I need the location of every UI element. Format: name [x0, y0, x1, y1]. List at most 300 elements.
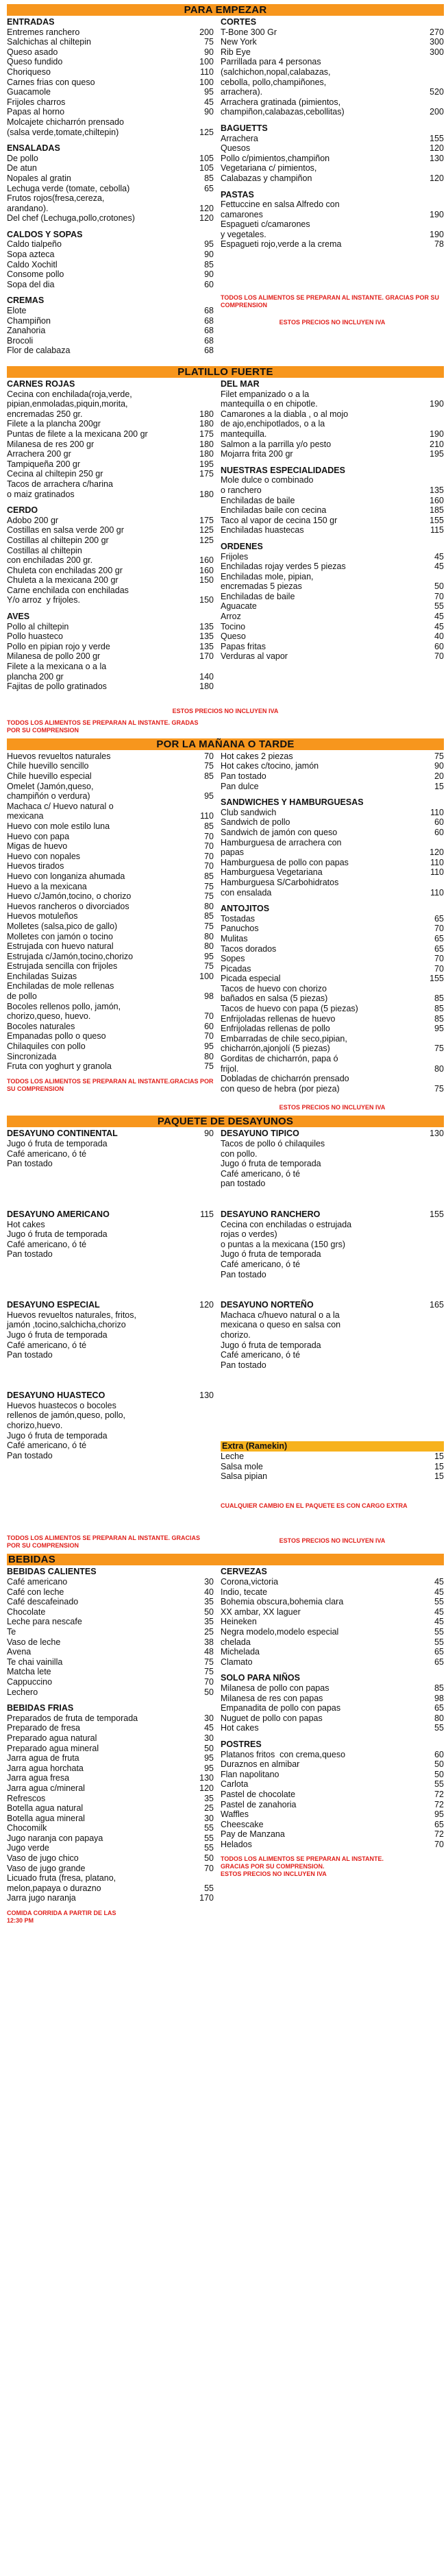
menu-item	[7, 239, 214, 250]
menu-item	[7, 566, 214, 576]
package-name: DESAYUNO TIPICO	[221, 1129, 299, 1139]
menu-item-price: 50	[204, 1743, 214, 1753]
menu-item-name: Chocomilk	[7, 1823, 47, 1833]
package-name: DESAYUNO HUASTECO	[7, 1391, 105, 1401]
menu-item	[7, 761, 214, 771]
menu-item	[7, 882, 214, 892]
menu-item-price: 98	[204, 991, 214, 1002]
menu-item	[7, 1677, 214, 1687]
manana-tarde-left-groups	[7, 751, 214, 1072]
menu-item-name: Flan napolitano	[221, 1769, 279, 1779]
menu-item-price: 155	[430, 974, 444, 984]
menu-item	[7, 449, 214, 459]
menu-item-price: 95	[204, 1763, 214, 1773]
package-item: jamón ,tocino,salchicha,chorizo	[7, 1320, 126, 1330]
menu-item	[221, 1800, 444, 1810]
menu-item-price: 135	[199, 641, 214, 651]
menu-item-name: Salchichas al chiltepin	[7, 37, 91, 47]
menu-item-price: 70	[434, 591, 444, 601]
package-row	[7, 1391, 444, 1550]
menu-item	[221, 1014, 444, 1024]
package-price: 165	[430, 1300, 444, 1310]
menu-item-name: Puntas de filete a la mexicana 200 gr	[7, 429, 148, 439]
bebidas-left-column	[7, 1567, 214, 1925]
package-desayuno-huasteco	[7, 1391, 214, 1460]
menu-item-price: 520	[430, 87, 444, 97]
menu-item-name: Huevos tirados	[7, 861, 64, 871]
menu-item-price: 25	[204, 1627, 214, 1637]
menu-item-name: Bocoles naturales	[7, 1021, 75, 1031]
menu-item-price: 72	[434, 1829, 444, 1840]
menu-item	[7, 952, 214, 962]
menu-item-name: Jarra jugo naranja	[7, 1893, 76, 1903]
menu-item	[221, 1637, 444, 1648]
menu-item-name: Sopes	[221, 954, 245, 964]
menu-item-price: 80	[204, 901, 214, 911]
menu-item	[221, 1004, 444, 1014]
menu-item-price: 110	[430, 867, 444, 878]
menu-item-price: 65	[204, 183, 214, 193]
menu-item-price: 150	[199, 595, 214, 605]
notice-preparation: TODOS LOS ALIMENTOS SE PREPARAN AL INSTANTE.GRACIAS POR SU COMPRENSION	[7, 1077, 214, 1092]
menu-item	[221, 154, 444, 164]
manana-tarde-right-groups	[221, 751, 444, 1094]
menu-item	[221, 1657, 444, 1668]
menu-item-price: 175	[199, 429, 214, 439]
menu-group	[221, 751, 444, 791]
menu-item-name: Milanesa de res con papas	[221, 1693, 323, 1703]
group-heading: CERDO	[7, 505, 38, 516]
bebidas-section	[7, 1567, 444, 1925]
menu-item-name: Licuado fruta (fresa, platano, melon,papaya o durazno	[7, 1873, 116, 1893]
menu-item-price: 160	[430, 495, 444, 505]
menu-item	[221, 562, 444, 572]
menu-item-price: 70	[204, 1863, 214, 1873]
menu-item	[7, 1893, 214, 1903]
menu-item-name: Molletes con jamón o tocino	[7, 931, 113, 941]
package-left-column	[7, 1391, 214, 1550]
menu-item-name: Vegetariana c/ pimientos, Calabazas y champiñon	[221, 163, 317, 183]
menu-item	[7, 852, 214, 862]
menu-item-price: 80	[434, 1063, 444, 1074]
menu-item	[7, 1814, 214, 1824]
menu-item-price: 120	[430, 143, 444, 154]
section-banner-manana-tarde: POR LA MAÑANA O TARDE	[7, 738, 444, 750]
menu-item-price: 65	[434, 1657, 444, 1667]
menu-item-name: Espagueti c/camarones y vegetales.	[221, 219, 310, 239]
menu-item	[7, 1617, 214, 1627]
menu-item-price: 68	[204, 326, 214, 336]
menu-item-price: 135	[430, 485, 444, 495]
menu-item	[7, 250, 214, 260]
menu-item	[7, 1627, 214, 1637]
menu-item	[221, 1683, 444, 1694]
menu-item-name: Elote	[7, 306, 27, 316]
menu-item-price: 45	[204, 1723, 214, 1733]
menu-item	[7, 326, 214, 336]
menu-item-price: 190	[430, 399, 444, 409]
menu-item-name: Empanadas pollo o queso	[7, 1031, 106, 1042]
group-heading: SANDWICHES Y HAMBURGUESAS	[221, 797, 364, 808]
menu-item-name: Fajitas de pollo gratinados	[7, 682, 107, 692]
menu-item-name: Carne enchilada con enchiladas Y/o arroz y frijoles.	[7, 585, 129, 605]
menu-item-name: Frijoles	[221, 551, 249, 562]
menu-item-price: 90	[204, 47, 214, 57]
menu-item	[221, 1779, 444, 1790]
menu-item-name: Huevos rancheros o divorciados	[7, 901, 129, 911]
menu-item-price: 55	[204, 1823, 214, 1833]
menu-item-name: Te chai vainilla	[7, 1657, 63, 1667]
menu-item-price: 120	[199, 1783, 214, 1793]
menu-item	[7, 1783, 214, 1794]
menu-group-bebidas-frias	[7, 1703, 214, 1903]
group-heading: SOLO PARA NIÑOS	[221, 1673, 300, 1683]
extra-item-name: Leche	[221, 1452, 245, 1462]
menu-item-name: Cecina al chiltepin 250 gr	[7, 469, 103, 479]
menu-item-name: Milanesa de pollo con papas	[221, 1683, 329, 1693]
menu-item-name: Guacamole	[7, 87, 51, 97]
menu-item-price: 68	[204, 335, 214, 346]
group-heading: CORTES	[221, 17, 257, 27]
menu-item	[7, 346, 214, 356]
menu-item-price: 50	[434, 1759, 444, 1770]
menu-item-price: 135	[199, 621, 214, 631]
package-left-column	[7, 1209, 214, 1260]
menu-item-price: 270	[430, 27, 444, 37]
menu-item-name: Flor de calabaza	[7, 346, 71, 356]
menu-item-price: 105	[199, 153, 214, 163]
menu-item	[221, 516, 444, 526]
package-item: Café americano, ó té	[7, 1340, 87, 1350]
menu-item-price: 70	[204, 831, 214, 841]
package-row	[7, 1300, 444, 1370]
menu-item-price: 30	[204, 1577, 214, 1587]
menu-item-name: Estrujada c/Jamón,tocino,chorizo	[7, 951, 134, 961]
menu-item-price: 105	[199, 163, 214, 173]
menu-item-price: 35	[204, 1617, 214, 1627]
menu-item-name: Huevo con mole estilo luna	[7, 821, 110, 831]
menu-item	[221, 1770, 444, 1780]
menu-item-name: Tacos de huevo con chorizo bañados en salsa (5 piezas)	[221, 983, 328, 1004]
menu-item-name: Mulitas	[221, 933, 248, 943]
package-right-column	[221, 1129, 444, 1189]
menu-item-name: Hamburguesa Vegetariana	[221, 867, 323, 878]
para-empezar-left-column	[7, 17, 214, 362]
menu-item-name: Hamburguesa S/Carbohidratos con ensalada	[221, 877, 339, 898]
menu-item	[7, 525, 214, 535]
manana-tarde-right-column	[221, 751, 444, 1112]
menu-group-bebidas-calientes	[7, 1567, 214, 1697]
menu-item	[221, 1750, 444, 1760]
extra-ramekin-header: Extra (Ramekin)	[221, 1441, 444, 1452]
menu-item-price: 72	[434, 1799, 444, 1809]
package-price: 130	[430, 1129, 444, 1139]
menu-item	[7, 782, 214, 802]
menu-item	[221, 1713, 444, 1724]
package-name: DESAYUNO RANCHERO	[221, 1209, 321, 1219]
menu-item-name: Papas fritas	[221, 641, 266, 651]
menu-item-price: 85	[204, 871, 214, 881]
menu-item-price: 100	[199, 57, 214, 67]
package-header	[7, 1391, 214, 1401]
menu-item	[7, 642, 214, 652]
menu-item-price: 68	[204, 346, 214, 356]
menu-item	[221, 934, 444, 944]
menu-item-price: 195	[430, 449, 444, 459]
menu-item-price: 170	[199, 651, 214, 662]
menu-item-price: 110	[200, 67, 214, 77]
menu-item-name: Arrachera	[221, 133, 258, 143]
menu-item	[7, 57, 214, 67]
menu-item-name: Mojarra frita 200 gr	[221, 449, 293, 459]
menu-item	[7, 213, 214, 224]
menu-item-price: 160	[199, 555, 214, 566]
package-item: Pan tostado	[7, 1249, 53, 1260]
package-right-column	[221, 1391, 444, 1545]
notice-preparation: TODOS LOS ALIMENTOS SE PREPARAN AL INSTANTE.	[221, 1855, 384, 1863]
menu-item-name: Hamburguesa de pollo con papas	[221, 857, 349, 867]
package-item: Cecina con enchiladas o estrujada	[221, 1219, 352, 1229]
package-item: rojas o verdes)	[221, 1229, 277, 1240]
menu-item	[221, 1829, 444, 1840]
menu-item-name: Huevo con papa	[7, 831, 70, 841]
menu-item-price: 95	[204, 87, 214, 97]
menu-item-price: 70	[204, 851, 214, 861]
package-item: Jugo ó fruta de temporada	[7, 1139, 108, 1148]
menu-item-price: 65	[434, 1647, 444, 1657]
menu-item-name: Sopa azteca	[7, 250, 55, 260]
menu-item	[7, 1733, 214, 1744]
menu-item	[221, 817, 444, 828]
menu-item	[221, 1694, 444, 1704]
platillo-fuerte-left-column	[7, 379, 214, 698]
menu-item-price: 60	[434, 827, 444, 837]
menu-item-name: Duraznos en almibar	[221, 1759, 300, 1770]
menu-item	[221, 496, 444, 506]
menu-item-name: Queso fundido	[7, 57, 63, 67]
menu-item	[7, 1597, 214, 1607]
menu-item-name: Dobladas de chicharrón prensado con queso de hebra (por pieza)	[221, 1074, 349, 1094]
package-left-column	[7, 1129, 214, 1168]
menu-item-name: Enfrijoladas rellenas de huevo	[221, 1013, 336, 1024]
menu-item-price: 40	[434, 631, 444, 642]
group-heading: BEBIDAS FRIAS	[7, 1703, 74, 1713]
menu-item-price: 85	[204, 911, 214, 922]
menu-item-price: 68	[204, 306, 214, 316]
menu-item	[221, 838, 444, 858]
menu-item	[7, 87, 214, 97]
menu-item	[221, 808, 444, 818]
menu-item-price: 120	[430, 847, 444, 858]
menu-item-price: 110	[430, 857, 444, 867]
package-price: 115	[200, 1209, 214, 1219]
menu-item	[221, 1597, 444, 1607]
menu-item	[7, 1577, 214, 1587]
menu-item-price: 120	[199, 203, 214, 213]
menu-item	[7, 662, 214, 682]
menu-item-name: Enchiladas de baile	[221, 495, 295, 505]
menu-item	[221, 1024, 444, 1034]
menu-item	[221, 612, 444, 622]
menu-item-price: 65	[434, 1703, 444, 1713]
menu-item-name: Indio, tecate	[221, 1587, 268, 1597]
menu-item-price: 45	[434, 551, 444, 562]
menu-item-name: Milanesa de pollo 200 gr	[7, 651, 101, 662]
package-header	[221, 1300, 444, 1310]
platillo-fuerte-section	[7, 379, 444, 698]
menu-item-name: Migas de huevo	[7, 841, 68, 852]
platillo-fuerte-right-column	[221, 379, 444, 668]
menu-item	[7, 1657, 214, 1668]
menu-item-name: Filete a la mexicana o a la plancha 200 gr	[7, 662, 107, 682]
menu-item	[221, 1034, 444, 1054]
menu-item-name: Enchiladas de mole rellenas de pollo	[7, 981, 114, 1002]
menu-group-ensaladas	[7, 143, 214, 224]
menu-item-price: 15	[434, 781, 444, 791]
menu-group-baguetts	[221, 123, 444, 184]
extra-item	[221, 1471, 444, 1482]
menu-item-name: Parrillada para 4 personas (salchichon,nopal,calabazas, cebolla, pollo,champiñones, arrachera).	[221, 57, 331, 97]
menu-item-price: 90	[204, 269, 214, 280]
menu-item	[7, 1744, 214, 1754]
menu-item-name: Tacos dorados	[221, 943, 277, 954]
menu-item	[221, 1577, 444, 1587]
menu-item-price: 70	[204, 861, 214, 871]
breakfast-packages	[7, 1129, 444, 1550]
menu-item-price: 50	[204, 1853, 214, 1864]
menu-item-name: Vaso de leche	[7, 1637, 61, 1647]
menu-item-name: Arrachera 200 gr	[7, 449, 71, 459]
menu-item-price: 70	[204, 841, 214, 852]
menu-item-price: 170	[199, 1893, 214, 1903]
menu-item-price: 95	[204, 1042, 214, 1052]
menu-item	[7, 193, 214, 213]
menu-item	[7, 891, 214, 902]
menu-item	[7, 651, 214, 662]
menu-item-name: Huevos motuleños	[7, 911, 78, 922]
menu-item-price: 190	[430, 229, 444, 239]
package-name: DESAYUNO ESPECIAL	[7, 1300, 100, 1310]
menu-item-name: Preparado de fresa	[7, 1723, 81, 1733]
menu-item-name: Brocoli	[7, 335, 34, 346]
menu-item-name: Champiñon	[7, 315, 51, 326]
menu-item-price: 80	[204, 931, 214, 941]
menu-item	[7, 1823, 214, 1833]
menu-item-price: 195	[199, 459, 214, 469]
menu-item	[7, 97, 214, 108]
menu-item-name: Hamburguesa de arrachera con papas	[221, 837, 342, 858]
menu-item	[221, 505, 444, 516]
platillo-fuerte-left-groups	[7, 379, 214, 692]
menu-item-price: 85	[434, 1004, 444, 1014]
menu-item-price: 65	[434, 943, 444, 954]
menu-item-price: 155	[430, 515, 444, 525]
package-item: chorizo,huevo.	[7, 1421, 63, 1431]
menu-item-name: Papas al horno	[7, 107, 65, 117]
menu-item-name: Negra modelo,modelo especial	[221, 1627, 339, 1637]
menu-item-price: 75	[434, 1044, 444, 1054]
menu-item-name: Picadas	[221, 963, 251, 974]
menu-item-price: 70	[204, 1011, 214, 1022]
menu-item-name: Costillas al chiltepin 200 gr	[7, 535, 109, 545]
menu-item-price: 50	[434, 581, 444, 592]
menu-item-price: 190	[430, 209, 444, 219]
menu-item-name: Milanesa de res 200 gr	[7, 439, 95, 449]
menu-item-name: Costillas al chiltepin con enchiladas 200 gr.	[7, 545, 93, 566]
menu-item-price: 180	[199, 419, 214, 429]
menu-item-name: Vaso de jugo chico	[7, 1853, 79, 1864]
para-empezar-right-column	[221, 17, 444, 326]
menu-item	[7, 1723, 214, 1733]
menu-item-price: 140	[199, 671, 214, 682]
menu-group	[7, 751, 214, 1072]
menu-item-name: Clamato	[221, 1657, 253, 1667]
menu-item	[221, 954, 444, 964]
menu-item	[221, 1840, 444, 1850]
menu-item-price: 75	[434, 751, 444, 761]
menu-item	[7, 575, 214, 586]
menu-item-price: 115	[430, 525, 444, 535]
menu-item-name: Choriqueso	[7, 67, 51, 77]
package-item: Café americano, ó té	[7, 1441, 87, 1451]
menu-item-name: Estrujada sencilla con frijoles	[7, 961, 118, 972]
menu-item-price: 80	[434, 1713, 444, 1723]
menu-item-price: 55	[434, 1637, 444, 1647]
package-item: Jugo ó fruta de temporada	[7, 1229, 108, 1240]
package-item: con pollo.	[221, 1148, 258, 1159]
menu-item	[7, 154, 214, 164]
package-item: Hot cakes	[7, 1219, 45, 1229]
menu-item-name: Tostadas	[221, 913, 256, 924]
menu-item-price: 80	[204, 1051, 214, 1061]
notice-extra-charge: CUALQUIER CAMBIO EN EL PAQUETE ES CON CARGO EXTRA	[221, 1502, 408, 1510]
menu-item-name: Avena	[7, 1647, 32, 1657]
menu-item-name: Pollo c/pimientos,champiñon	[221, 153, 330, 163]
menu-item	[221, 552, 444, 562]
menu-item-name: Café descafeinado	[7, 1597, 79, 1607]
menu-item-name: Heineken	[221, 1617, 257, 1627]
manana-tarde-section	[7, 751, 444, 1112]
menu-item	[7, 586, 214, 605]
menu-item	[221, 622, 444, 632]
bebidas-right-groups	[221, 1567, 444, 1849]
menu-item-price: 155	[430, 133, 444, 143]
menu-item-price: 90	[204, 107, 214, 117]
menu-item-name: Café con leche	[7, 1587, 64, 1597]
menu-item-name: Frijoles charros	[7, 97, 66, 107]
menu-item	[221, 1809, 444, 1820]
menu-item	[7, 832, 214, 842]
menu-item-price: 60	[434, 1749, 444, 1759]
menu-item	[7, 1052, 214, 1062]
menu-item	[7, 336, 214, 346]
menu-item-name: Corona,victoria	[221, 1577, 279, 1587]
menu-item-price: 100	[199, 77, 214, 87]
group-heading: NUESTRAS ESPECIALIDADES	[221, 465, 345, 475]
menu-item-price: 72	[434, 1789, 444, 1799]
menu-item-price: 55	[434, 1597, 444, 1607]
menu-item-name: Arroz	[221, 612, 241, 622]
menu-item-name: Enchiladas mole, pipian, encremadas 5 piezas	[221, 571, 314, 592]
menu-item-name: Jugo naranja con papaya	[7, 1833, 103, 1843]
menu-item	[7, 1753, 214, 1764]
menu-item	[7, 802, 214, 821]
menu-item	[221, 1703, 444, 1713]
menu-item-price: 45	[434, 1577, 444, 1587]
menu-item-price: 38	[204, 1637, 214, 1647]
menu-item-name: Estrujada con huevo natural	[7, 941, 114, 952]
menu-item	[221, 239, 444, 250]
